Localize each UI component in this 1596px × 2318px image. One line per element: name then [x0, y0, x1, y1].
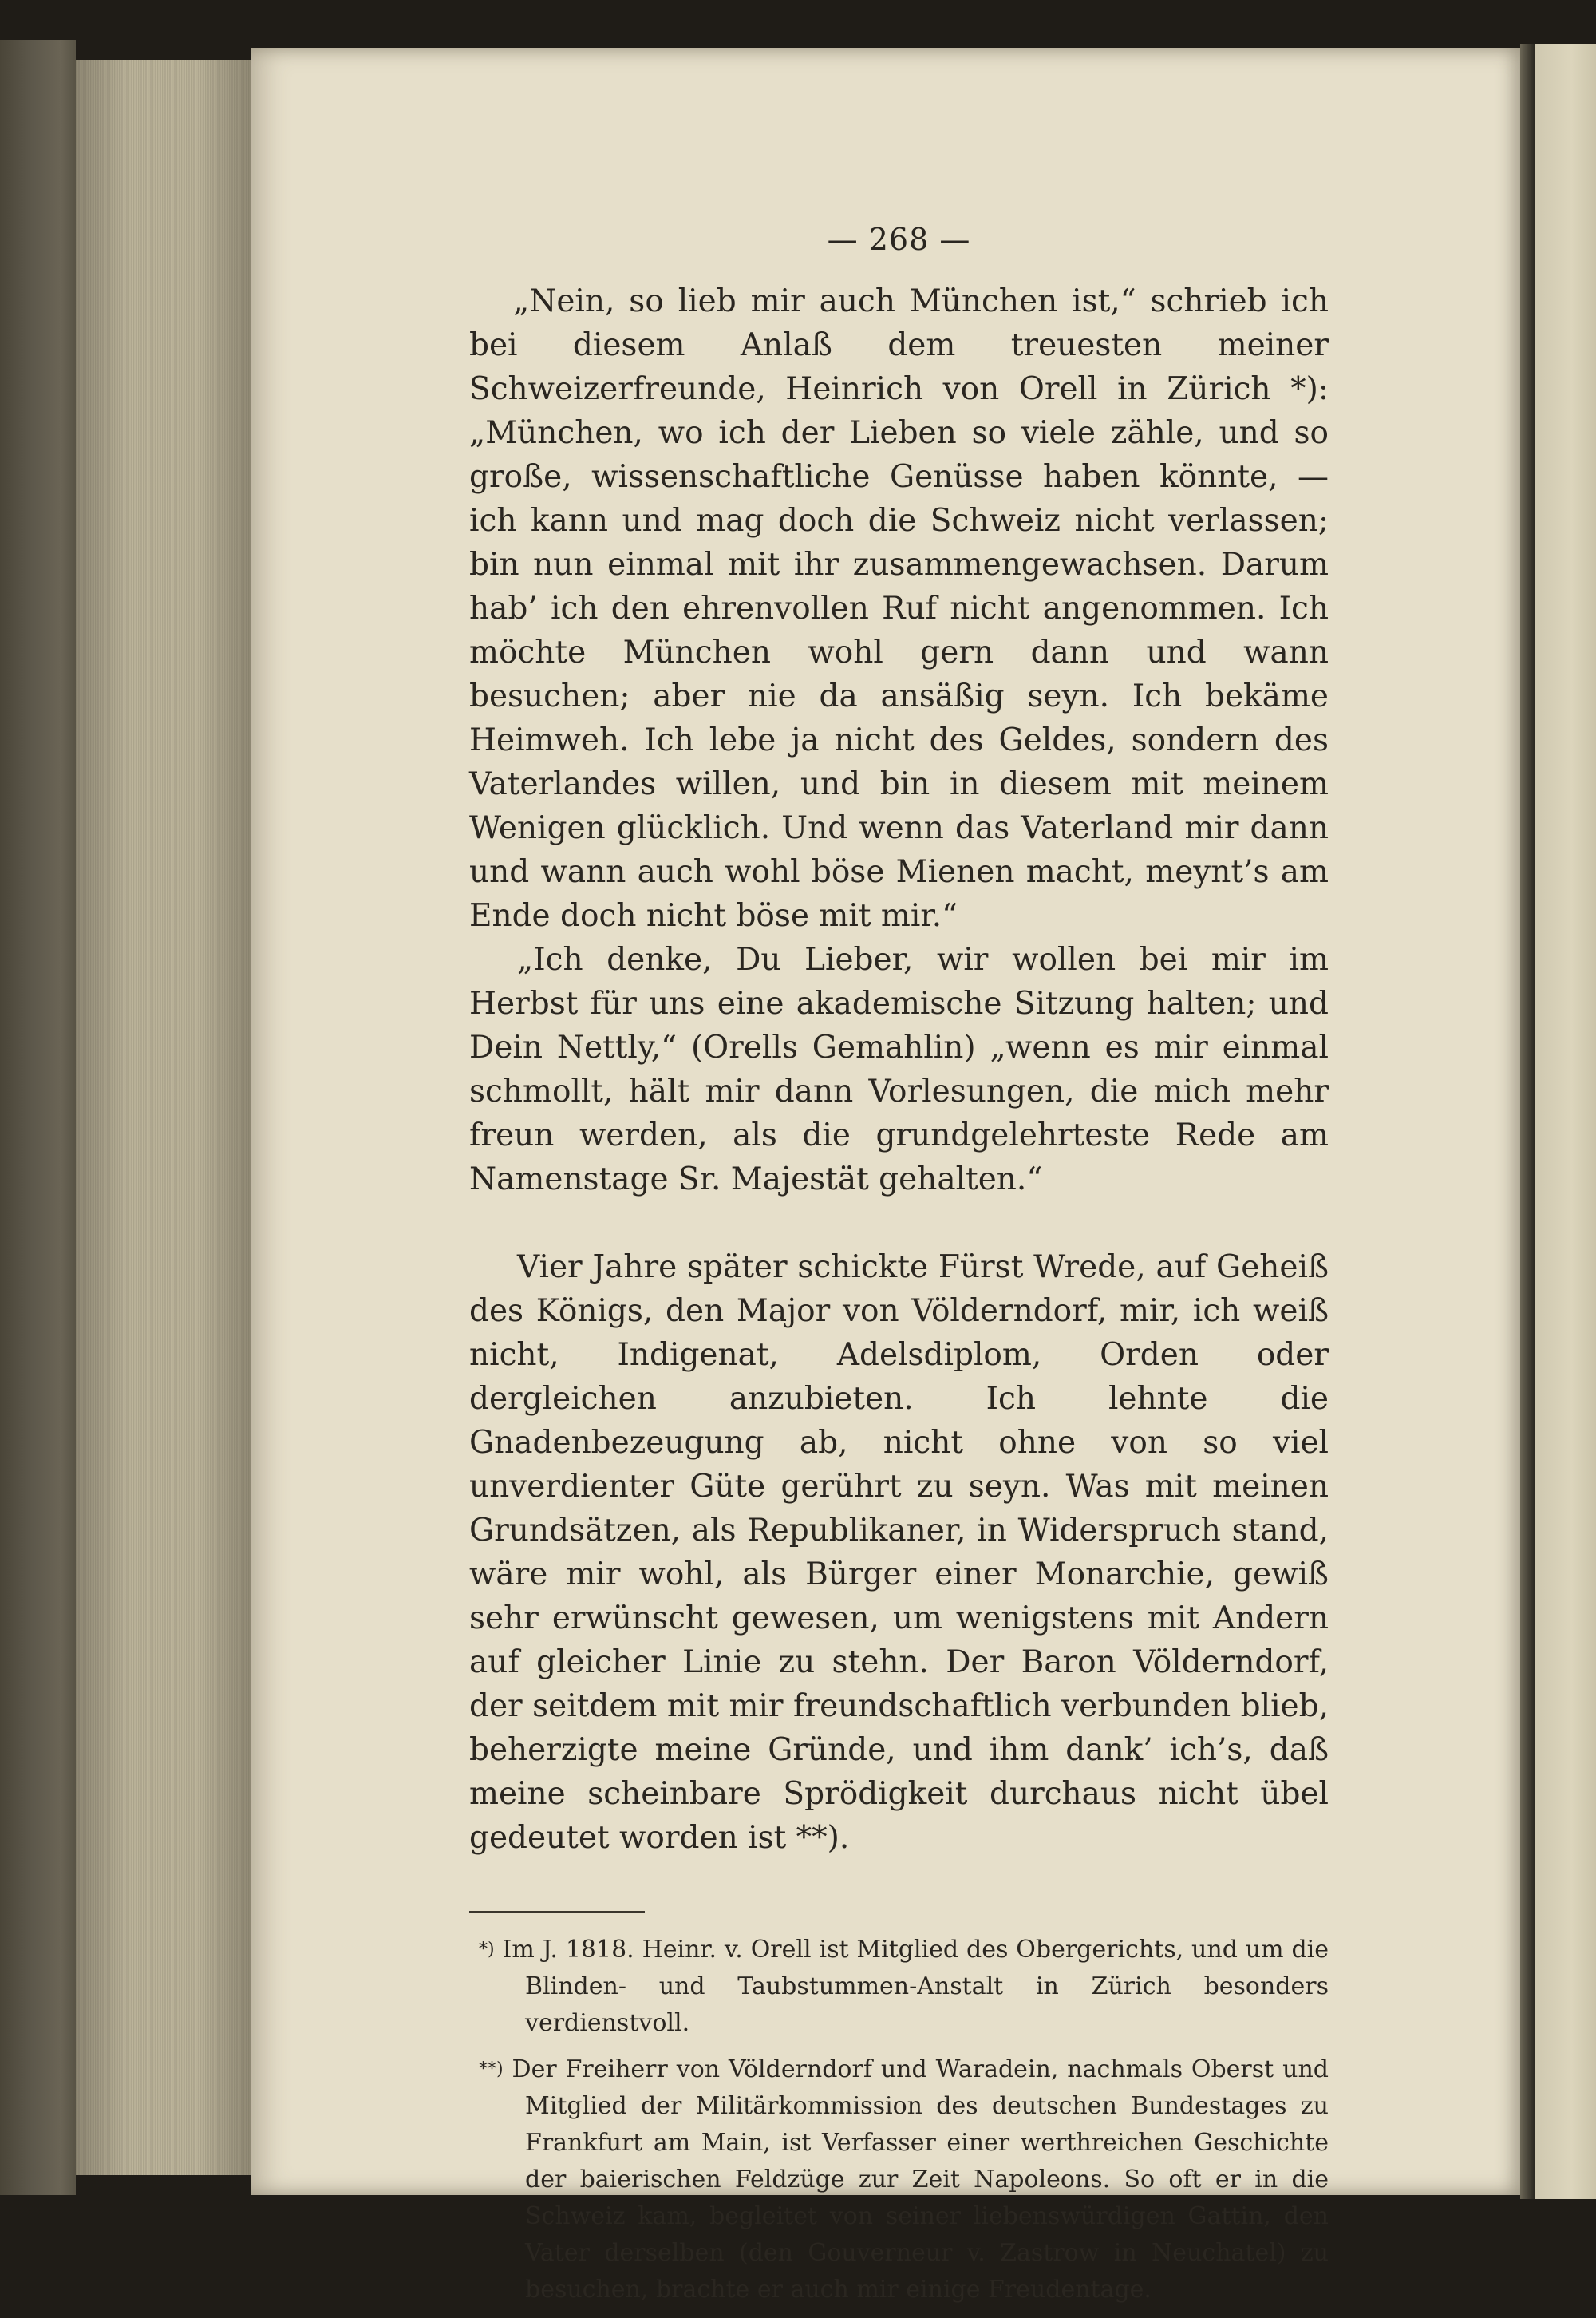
paragraph: „Nein, so lieb mir auch München ist,“ schrieb ich bei diesem Anlaß dem treuesten meiner Schweizerfreunde, Heinrich von Orell in Zürich *): „München, wo ich der Lieben so viele zähle, und so große, wissenschaftliche Genüsse haben könnte, — ich kann und mag doch die Schweiz nicht verlassen; bin nun einmal mit ihr zusammengewachsen. Darum hab’ ich den ehrenvollen Ruf nicht angenommen. Ich möchte München wohl gern dann und wann besuchen; aber nie da ansäßig seyn. Ich bekäme Heimweh. Ich lebe ja nicht des Geldes, sondern des Vaterlandes willen, und bin in diesem mit meinem Wenigen glücklich. Und wenn das Vaterland mir dann und wann auch wohl böse Mienen macht, meynt’s am Ende doch nicht böse mit mir.“ [469, 283, 1329, 934]
footnote-text: Der Freiherr von Völderndorf und Waradein, nachmals Oberst und Mitglied der Militärkommission des deutschen Bundestages zu Frankfurt am Main, ist Verfasser einer werthreichen Geschichte der baierischen Feldzüge zur Zeit Napoleons. So oft er in die Schweiz kam, begleitet von seiner liebenswürdigen Gattin, den Vater derselben (den Gouverneur v. Zastrow in Neuchatel) zu besuchen, brachte er auch mir einige Freudentage. [512, 2055, 1329, 2304]
text-block [469, 216, 1329, 2318]
footnote-mark: **) [479, 2059, 504, 2079]
footnote-divider [469, 1911, 645, 1913]
book-cover-edge [0, 40, 76, 2195]
footnote [469, 2051, 1329, 2308]
paragraph: „Ich denke, Du Lieber, wir wollen bei mir im Herbst für uns eine akademische Sitzung halten; und Dein Nettly,“ (Orells Gemahlin) „wenn es mir einmal schmollt, hält mir dann Vorlesungen, die mich mehr freun werden, als die grundgelehrteste Rede am Namenstage Sr. Majestät gehalten.“ [469, 942, 1329, 1197]
facing-page-edge [1535, 44, 1596, 2199]
paragraph: Vier Jahre später schickte Fürst Wrede, auf Geheiß des Königs, den Major von Völderndorf, mir, ich weiß nicht, Indigenat, Adelsdiplom, Orden oder dergleichen anzubieten. Ich lehnte die Gnadenbezeugung ab, nicht ohne von so viel unverdienter Güte gerührt zu seyn. Was mit meinen Grundsätzen, als Republikaner, in Widerspruch stand, wäre mir wohl, als Bürger einer Monarchie, gewiß sehr erwünscht gewesen, um wenigstens mit Andern auf gleicher Linie zu stehn. Der Baron Völderndorf, der seitdem mit mir freundschaftlich verbunden blieb, beherzigte meine Gründe, und ihm dank’ ich’s, daß meine scheinbare Sprödigkeit durchaus nicht übel gedeutet worden ist **). [469, 1249, 1329, 1856]
book-page [251, 48, 1520, 2304]
page-edges [76, 60, 251, 2175]
page-number: — 268 — [827, 222, 971, 257]
footnote [469, 1932, 1329, 2042]
footnote-mark: *) [479, 1940, 495, 1960]
footnote-text: Im J. 1818. Heinr. v. Orell ist Mitglied des Obergerichts, und um die Blinden- und Taubstummen-Anstalt in Zürich besonders verdienstvoll. [502, 1936, 1329, 2037]
book-gutter [1520, 44, 1535, 2199]
